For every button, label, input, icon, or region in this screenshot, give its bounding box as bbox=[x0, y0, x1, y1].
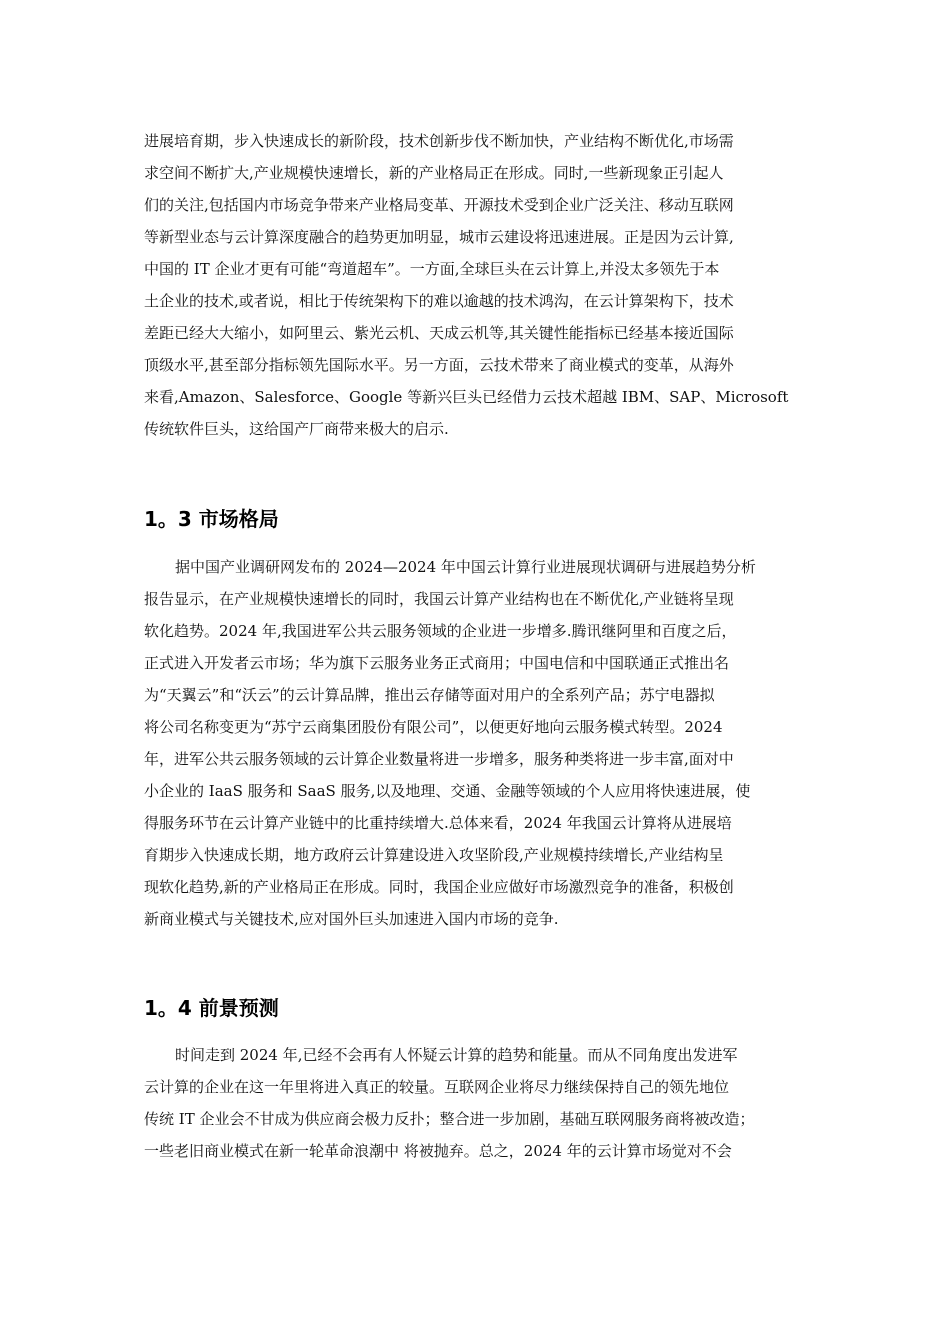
paragraph-line: 土企业的技术,或者说，相比于传统架构下的难以逾越的技术鸿沟，在云计算架构下，技术 bbox=[144, 292, 734, 310]
paragraph-line: 中国的 IT 企业才更有可能“弯道超车”。一方面,全球巨头在云计算上,并没太多领先于本 bbox=[144, 260, 720, 278]
section-heading-market: 1。3 市场格局 bbox=[144, 507, 279, 531]
paragraph-line: 差距已经大大缩小，如阿里云、紫光云机、天成云机等,其关键性能指标已经基本接近国际 bbox=[144, 324, 734, 342]
paragraph-line: 报告显示，在产业规模快速增长的同时，我国云计算产业结构也在不断优化,产业链将呈现 bbox=[144, 590, 734, 608]
paragraph-line: 小企业的 IaaS 服务和 SaaS 服务,以及地理、交通、金融等领域的个人应用将快速进展，使 bbox=[144, 782, 751, 800]
paragraph-line: 育期步入快速成长期，地方政府云计算建设进入攻坚阶段,产业规模持续增长,产业结构呈 bbox=[144, 846, 724, 864]
paragraph-line: 时间走到 2024 年,已经不会再有人怀疑云计算的趋势和能量。而从不同角度出发进军 bbox=[175, 1046, 738, 1064]
paragraph-line: 等新型业态与云计算深度融合的趋势更加明显，城市云建设将迅速进展。正是因为云计算, bbox=[144, 228, 734, 246]
paragraph-line: 为“天翼云”和“沃云”的云计算品牌，推出云存储等面对用户的全系列产品；苏宁电器拟 bbox=[144, 686, 715, 704]
paragraph-line: 得服务环节在云计算产业链中的比重持续增大.总体来看，2024 年我国云计算将从进展培 bbox=[144, 814, 732, 832]
paragraph-line: 传统软件巨头，这给国产厂商带来极大的启示. bbox=[144, 420, 449, 438]
paragraph-line: 进展培育期，步入快速成长的新阶段，技术创新步伐不断加快，产业结构不断优化,市场需 bbox=[144, 132, 734, 150]
paragraph-line: 据中国产业调研网发布的 2024—2024 年中国云计算行业进展现状调研与进展趋势分析 bbox=[175, 558, 756, 576]
paragraph-line: 软化趋势。2024 年,我国进军公共云服务领域的企业进一步增多.腾讯继阿里和百度之后， bbox=[144, 622, 737, 640]
paragraph-line: 年，进军公共云服务领域的云计算企业数量将进一步增多，服务种类将进一步丰富,面对中 bbox=[144, 750, 734, 768]
paragraph-line: 将公司名称变更为“苏宁云商集团股份有限公司”，以便更好地向云服务模式转型。2024 bbox=[144, 718, 723, 736]
paragraph-line: 顶级水平,甚至部分指标领先国际水平。另一方面，云技术带来了商业模式的变革，从海外 bbox=[144, 356, 734, 374]
paragraph-line: 一些老旧商业模式在新一轮革命浪潮中 将被抛弃。总之，2024 年的云计算市场觉对不会 bbox=[144, 1142, 732, 1160]
paragraph-line: 现软化趋势,新的产业格局正在形成。同时，我国企业应做好市场激烈竞争的准备，积极创 bbox=[144, 878, 734, 896]
paragraph-line: 云计算的企业在这一年里将进入真正的较量。互联网企业将尽力继续保持自己的领先地位 bbox=[144, 1078, 730, 1096]
paragraph-line: 们的关注,包括国内市场竞争带来产业格局变革、开源技术受到企业广泛关注、移动互联网 bbox=[144, 196, 734, 214]
paragraph-line: 传统 IT 企业会不甘成为供应商会极力反扑；整合进一步加剧，基础互联网服务商将被改造； bbox=[144, 1110, 755, 1128]
paragraph-line: 求空间不断扩大,产业规模快速增长，新的产业格局正在形成。同时,一些新现象正引起人 bbox=[144, 164, 724, 182]
paragraph-line: 来看,Amazon、Salesforce、Google 等新兴巨头已经借力云技术超越 IBM、SAP、Microsoft bbox=[144, 388, 789, 406]
section-heading-forecast: 1。4 前景预测 bbox=[144, 996, 279, 1020]
paragraph-line: 新商业模式与关键技术,应对国外巨头加速进入国内市场的竞争. bbox=[144, 910, 559, 928]
paragraph-line: 正式进入开发者云市场；华为旗下云服务业务正式商用；中国电信和中国联通正式推出名 bbox=[144, 654, 730, 672]
